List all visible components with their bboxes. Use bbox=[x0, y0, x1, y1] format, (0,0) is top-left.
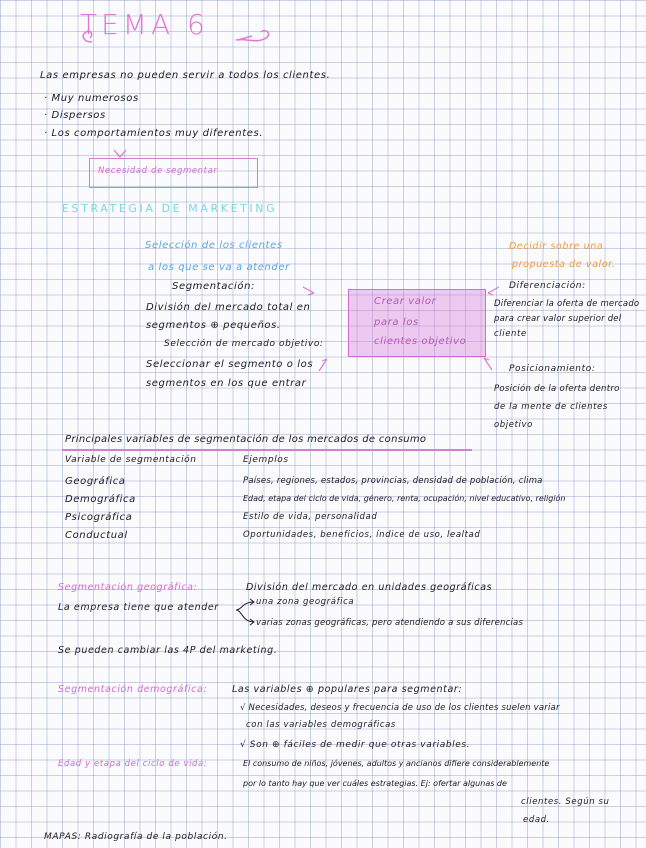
positioning-title: Posicionamiento: bbox=[509, 364, 596, 374]
geo-seg-line1: División del mercado en unidades geográficas bbox=[246, 582, 493, 593]
arrow-icon bbox=[480, 354, 496, 374]
maps-note: MAPAS: Radiografía de la población. bbox=[44, 832, 228, 842]
positioning-line2: de la mente de clientes bbox=[494, 402, 608, 412]
differentiation-title: Diferenciación: bbox=[509, 281, 586, 291]
segmentation-title: Segmentación: bbox=[172, 281, 256, 292]
center-box-line2: para los bbox=[374, 317, 419, 328]
variable-examples: Países, regiones, estados, provincias, densidad de población, clima bbox=[243, 476, 543, 486]
branch-arrow-icon bbox=[232, 598, 258, 628]
demo-seg-item1b: con las variables demográficas bbox=[246, 720, 396, 730]
variables-header-examples: Ejemplos bbox=[243, 455, 289, 465]
positioning-line3: objetivo bbox=[494, 420, 533, 430]
age-seg-label: Edad y etapa del ciclo de vida: bbox=[58, 759, 208, 769]
demo-seg-line1: Las variables ⊕ populares para segmentar: bbox=[232, 684, 463, 695]
left-heading-line2: a los que se va a atender bbox=[148, 262, 290, 273]
age-seg-line1: El consumo de niños, jóvenes, adultos y ancianos difiere considerablemente bbox=[243, 759, 550, 768]
demo-seg-item1a: √ Necesidades, deseos y frecuencia de uso de los clientes suelen variar bbox=[240, 703, 560, 713]
right-heading-line1: Decidir sobre una bbox=[509, 241, 604, 252]
intro-bullet: · Muy numerosos bbox=[44, 93, 139, 104]
target-line2: segmentos en los que entrar bbox=[146, 378, 307, 389]
arrow-icon bbox=[484, 284, 502, 298]
age-seg-line2: por lo tanto hay que ver cuáles estrategias. Ej: ofertar algunas de bbox=[243, 779, 507, 788]
geo-seg-line2: La empresa tiene que atender bbox=[58, 602, 219, 613]
target-line1: Seleccionar el segmento o los bbox=[146, 359, 314, 370]
differentiation-line1: Diferenciar la oferta de mercado bbox=[494, 299, 640, 309]
segmentation-line1: División del mercado total en bbox=[146, 302, 311, 313]
center-box-line1: Crear valor bbox=[374, 296, 437, 307]
left-heading-line1: Selección de los clientes bbox=[145, 240, 283, 251]
variable-name: Demográfica bbox=[65, 494, 136, 505]
variables-title-underline bbox=[62, 449, 472, 451]
demo-seg-item2: √ Son ⊕ fáciles de medir que otras variables. bbox=[240, 740, 471, 750]
strategy-title: ESTRATEGIA DE MARKETING bbox=[62, 202, 278, 215]
positioning-line1: Posición de la oferta dentro bbox=[494, 384, 620, 394]
variable-name: Psicográfica bbox=[65, 512, 133, 523]
age-seg-line3: clientes. Según su bbox=[521, 797, 610, 807]
variable-name: Conductual bbox=[65, 530, 128, 541]
four-p-note: Se pueden cambiar las 4P del marketing. bbox=[58, 645, 278, 656]
right-heading-line2: propuesta de valor. bbox=[512, 259, 616, 270]
page-title: TEMA 6 bbox=[80, 8, 209, 41]
geo-seg-option1: una zona geográfica bbox=[256, 597, 355, 607]
arrow-icon bbox=[300, 284, 320, 298]
need-to-segment-label: Necesidad de segmentar bbox=[98, 166, 218, 176]
target-title: Selección de mercado objetivo: bbox=[164, 339, 324, 349]
demo-seg-label: Segmentación demográfica: bbox=[58, 684, 208, 695]
geo-seg-label: Segmentación geográfica: bbox=[58, 582, 198, 593]
variables-title: Principales variables de segmentación de los mercados de consumo bbox=[65, 434, 427, 445]
variable-examples: Oportunidades, beneficios, índice de uso, lealtad bbox=[243, 530, 481, 540]
variables-header-variable: Variable de segmentación bbox=[65, 455, 197, 465]
variable-examples: Estilo de vida, personalidad bbox=[243, 512, 378, 522]
intro-bullet: · Dispersos bbox=[44, 110, 106, 121]
intro-heading: Las empresas no pueden servir a todos los clientes. bbox=[40, 70, 331, 81]
age-seg-line4: edad. bbox=[523, 815, 550, 825]
geo-seg-option2: varias zonas geográficas, pero atendiendo a sus diferencias bbox=[256, 618, 524, 628]
differentiation-line2: para crear valor superior del bbox=[494, 314, 622, 324]
center-box-line3: clientes objetivo bbox=[374, 336, 467, 347]
differentiation-line3: cliente bbox=[494, 329, 527, 339]
variable-name: Geográfica bbox=[65, 476, 126, 487]
segmentation-line2: segmentos ⊕ pequeños. bbox=[146, 320, 281, 331]
variable-examples: Edad, etapa del ciclo de vida, género, renta, ocupación, nivel educativo, religión bbox=[243, 494, 566, 503]
intro-bullet: · Los comportamientos muy diferentes. bbox=[44, 128, 264, 139]
arrow-icon bbox=[316, 355, 332, 375]
